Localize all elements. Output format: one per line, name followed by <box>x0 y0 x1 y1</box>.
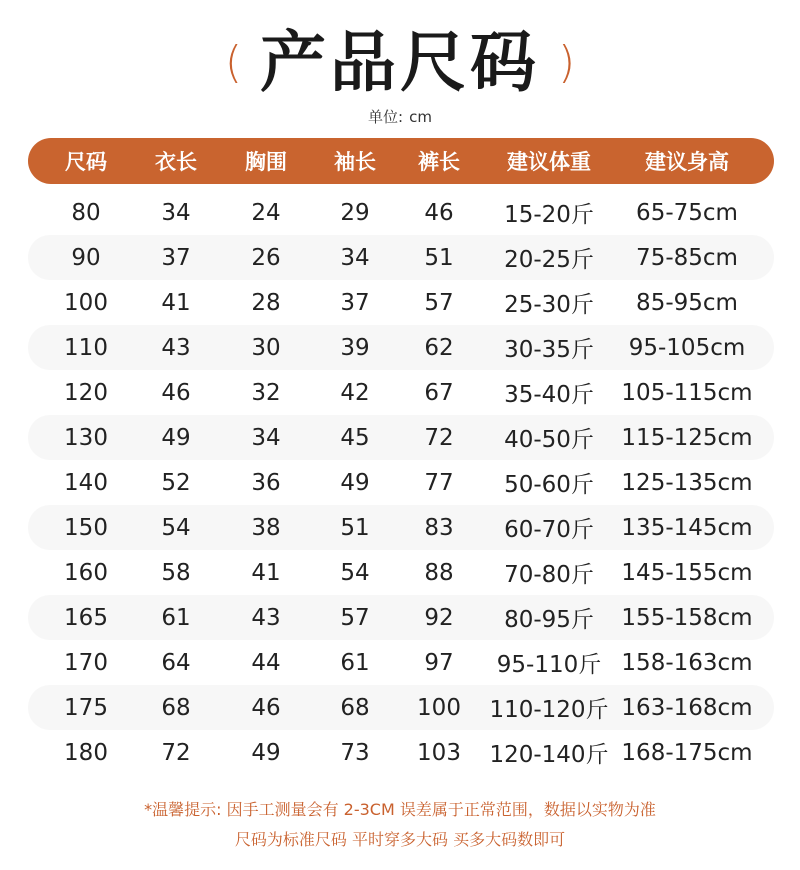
cell-chest: 43 <box>251 604 281 631</box>
cell-chest: 36 <box>251 469 281 496</box>
cell-pants-length: 57 <box>424 289 454 316</box>
cell-garment-length: 54 <box>161 514 191 541</box>
cell-suggested-height: 85-95cm <box>636 289 738 316</box>
cell-suggested-height: 168-175cm <box>621 739 753 766</box>
cell-sleeve-length: 61 <box>340 649 370 676</box>
cell-suggested-weight: 15-20斤 <box>504 202 594 228</box>
table-row <box>28 280 774 325</box>
unit-label: 单位: <box>368 108 404 126</box>
cell-suggested-weight: 110-120斤 <box>489 697 609 723</box>
cell-garment-length: 58 <box>161 559 191 586</box>
header-suggested-height: 建议身高 <box>645 150 729 174</box>
cell-pants-length: 100 <box>417 694 461 721</box>
page-title-block <box>0 18 800 108</box>
unit-line <box>0 106 800 127</box>
cell-chest: 26 <box>251 244 281 271</box>
cell-size: 175 <box>64 694 108 721</box>
cell-pants-length: 67 <box>424 379 454 406</box>
table-header <box>28 138 774 184</box>
cell-suggested-height: 145-155cm <box>621 559 753 586</box>
cell-sleeve-length: 45 <box>340 424 370 451</box>
header-pants-length: 裤长 <box>418 150 460 174</box>
table-row <box>28 325 774 370</box>
cell-chest: 34 <box>251 424 281 451</box>
cell-suggested-weight: 120-140斤 <box>489 742 609 768</box>
cell-garment-length: 46 <box>161 379 191 406</box>
cell-suggested-weight: 80-95斤 <box>504 607 594 633</box>
cell-suggested-weight: 30-35斤 <box>504 337 594 363</box>
table-row <box>28 730 774 775</box>
cell-chest: 49 <box>251 739 281 766</box>
cell-sleeve-length: 51 <box>340 514 370 541</box>
cell-size: 80 <box>71 199 101 226</box>
cell-size: 150 <box>64 514 108 541</box>
cell-garment-length: 72 <box>161 739 191 766</box>
table-row <box>28 550 774 595</box>
table-row <box>28 640 774 685</box>
cell-size: 165 <box>64 604 108 631</box>
cell-size: 180 <box>64 739 108 766</box>
table-row <box>28 595 774 640</box>
cell-pants-length: 97 <box>424 649 454 676</box>
cell-sleeve-length: 34 <box>340 244 370 271</box>
cell-pants-length: 83 <box>424 514 454 541</box>
cell-chest: 46 <box>251 694 281 721</box>
cell-size: 100 <box>64 289 108 316</box>
cell-garment-length: 49 <box>161 424 191 451</box>
cell-sleeve-length: 54 <box>340 559 370 586</box>
cell-suggested-height: 65-75cm <box>636 199 738 226</box>
cell-chest: 28 <box>251 289 281 316</box>
cell-garment-length: 37 <box>161 244 191 271</box>
cell-garment-length: 61 <box>161 604 191 631</box>
cell-garment-length: 41 <box>161 289 191 316</box>
cell-sleeve-length: 39 <box>340 334 370 361</box>
cell-size: 170 <box>64 649 108 676</box>
header-sleeve-length: 袖长 <box>334 150 376 174</box>
cell-sleeve-length: 29 <box>340 199 370 226</box>
table-row <box>28 505 774 550</box>
cell-garment-length: 43 <box>161 334 191 361</box>
cell-suggested-weight: 35-40斤 <box>504 382 594 408</box>
cell-sleeve-length: 42 <box>340 379 370 406</box>
table-row <box>28 685 774 730</box>
page-title: 产品尺码 <box>260 24 540 101</box>
cell-chest: 41 <box>251 559 281 586</box>
cell-pants-length: 46 <box>424 199 454 226</box>
cell-pants-length: 92 <box>424 604 454 631</box>
cell-suggested-weight: 60-70斤 <box>504 517 594 543</box>
cell-chest: 32 <box>251 379 281 406</box>
cell-size: 110 <box>64 334 108 361</box>
cell-suggested-height: 125-135cm <box>621 469 753 496</box>
cell-sleeve-length: 73 <box>340 739 370 766</box>
right-paren-decoration: ) <box>558 37 576 88</box>
cell-suggested-height: 105-115cm <box>621 379 753 406</box>
cell-suggested-height: 95-105cm <box>628 334 746 361</box>
cell-pants-length: 51 <box>424 244 454 271</box>
table-row <box>28 415 774 460</box>
cell-garment-length: 34 <box>161 199 191 226</box>
cell-chest: 30 <box>251 334 281 361</box>
cell-suggested-height: 155-158cm <box>621 604 753 631</box>
cell-suggested-weight: 40-50斤 <box>504 427 594 453</box>
table-row <box>28 235 774 280</box>
cell-pants-length: 77 <box>424 469 454 496</box>
cell-size: 160 <box>64 559 108 586</box>
cell-suggested-height: 135-145cm <box>621 514 753 541</box>
cell-chest: 44 <box>251 649 281 676</box>
cell-suggested-height: 163-168cm <box>621 694 753 721</box>
cell-pants-length: 103 <box>417 739 461 766</box>
cell-pants-length: 72 <box>424 424 454 451</box>
cell-chest: 38 <box>251 514 281 541</box>
unit-value: cm <box>409 108 432 126</box>
cell-size: 120 <box>64 379 108 406</box>
cell-suggested-height: 115-125cm <box>621 424 753 451</box>
cell-chest: 24 <box>251 199 281 226</box>
cell-pants-length: 88 <box>424 559 454 586</box>
cell-suggested-weight: 70-80斤 <box>504 562 594 588</box>
cell-size: 130 <box>64 424 108 451</box>
tip-note-line-1: *温馨提示: 因手工测量会有 2-3CM 误差属于正常范围，数据以实物为准 <box>144 800 656 819</box>
cell-suggested-height: 158-163cm <box>621 649 753 676</box>
table-row <box>28 460 774 505</box>
cell-size: 90 <box>71 244 101 271</box>
cell-sleeve-length: 57 <box>340 604 370 631</box>
cell-suggested-height: 75-85cm <box>636 244 738 271</box>
cell-suggested-weight: 20-25斤 <box>504 247 594 273</box>
cell-garment-length: 68 <box>161 694 191 721</box>
header-chest: 胸围 <box>245 150 287 174</box>
cell-garment-length: 52 <box>161 469 191 496</box>
cell-sleeve-length: 37 <box>340 289 370 316</box>
cell-garment-length: 64 <box>161 649 191 676</box>
cell-pants-length: 62 <box>424 334 454 361</box>
table-row <box>28 190 774 235</box>
header-garment-length: 衣长 <box>155 150 197 174</box>
cell-size: 140 <box>64 469 108 496</box>
cell-suggested-weight: 95-110斤 <box>496 652 602 678</box>
header-size: 尺码 <box>65 150 107 174</box>
cell-sleeve-length: 49 <box>340 469 370 496</box>
cell-suggested-weight: 25-30斤 <box>504 292 594 318</box>
tip-note-line-2: 尺码为标准尺码 平时穿多大码 买多大码数即可 <box>234 830 566 849</box>
table-row <box>28 370 774 415</box>
header-suggested-weight: 建议体重 <box>507 150 591 174</box>
cell-suggested-weight: 50-60斤 <box>504 472 594 498</box>
left-paren-decoration: ( <box>224 37 242 88</box>
cell-sleeve-length: 68 <box>340 694 370 721</box>
